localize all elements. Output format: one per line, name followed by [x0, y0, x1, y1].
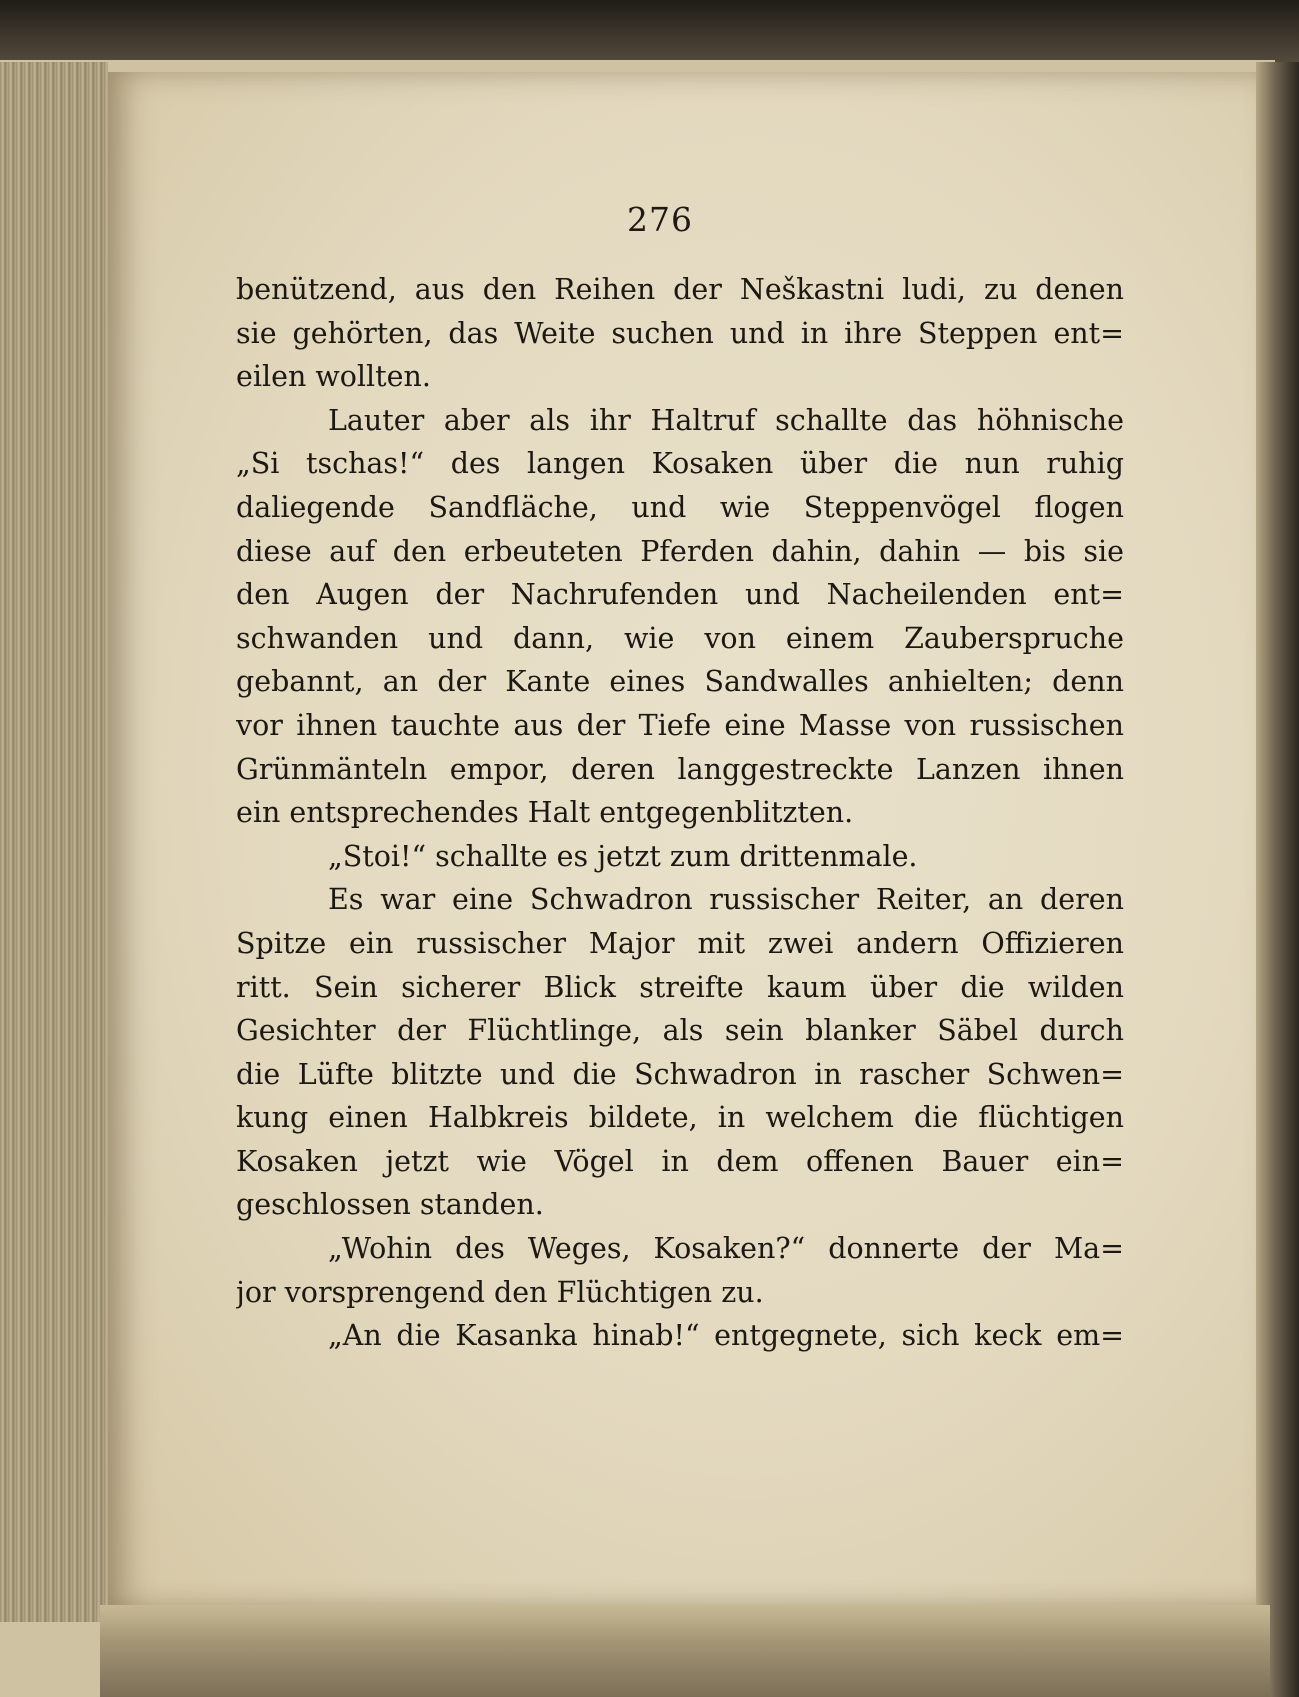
text-line: Kosaken jetzt wie Vögel in dem offenen Bauer ein= [236, 1144, 1124, 1178]
text-line: vor ihnen tauchte aus der Tiefe eine Masse von russischen [236, 708, 1124, 742]
text-line: daliegende Sandfläche, und wie Steppenvögel flogen [236, 490, 1124, 524]
text-line: Grünmänteln empor, deren langgestreckte Lanzen ihnen [236, 752, 1124, 786]
text-line: kung einen Halbkreis bildete, in welchem die flüchtigen [236, 1101, 1124, 1135]
text-line: „Wohin des Weges, Kosaken?“ donnerte der Ma= [328, 1232, 1124, 1266]
text-line: „Si tschas!“ des langen Kosaken über die nun ruhig [236, 447, 1124, 481]
text-line: sie gehörten, das Weite suchen und in ihre Steppen ent= [236, 316, 1124, 350]
text-line: jor vorsprengend den Flüchtigen zu. [236, 1275, 764, 1309]
page-gutter [1256, 62, 1299, 1697]
text-line: „An die Kasanka hinab!“ entgegnete, sich keck em= [328, 1319, 1124, 1353]
text-line: den Augen der Nachrufenden und Nacheilenden ent= [236, 578, 1124, 612]
page-number: 276 [627, 200, 693, 239]
page-edges-left [0, 62, 108, 1622]
text-line: eilen wollten. [236, 360, 431, 394]
text-line: schwanden und dann, wie von einem Zauberspruche [236, 621, 1124, 655]
text-line: Spitze ein russischer Major mit zwei andern Offizieren [236, 926, 1124, 960]
text-line: „Stoi!“ schallte es jetzt zum drittenmale. [328, 839, 918, 873]
text-line: benützend, aus den Reihen der Neškastni ludi, zu denen [236, 273, 1124, 306]
text-line: Gesichter der Flüchtlinge, als sein blanker Säbel durch [236, 1014, 1124, 1048]
text-line: diese auf den erbeuteten Pferden dahin, dahin — bis sie [236, 534, 1124, 568]
body-text [236, 268, 1124, 1358]
text-line: ein entsprechendes Halt entgegenblitzten. [236, 796, 854, 830]
text-line: Es war eine Schwadron russischer Reiter, an deren [328, 883, 1124, 917]
text-line: ritt. Sein sicherer Blick streifte kaum über die wilden [236, 970, 1124, 1004]
page-edges-bottom [100, 1605, 1270, 1697]
text-line: gebannt, an der Kante eines Sandwalles anhielten; denn [236, 665, 1124, 699]
text-line: Lauter aber als ihr Haltruf schallte das höhnische [328, 403, 1124, 437]
text-line: geschlossen standen. [236, 1188, 544, 1222]
text-line: die Lüfte blitzte und die Schwadron in rascher Schwen= [236, 1057, 1124, 1091]
